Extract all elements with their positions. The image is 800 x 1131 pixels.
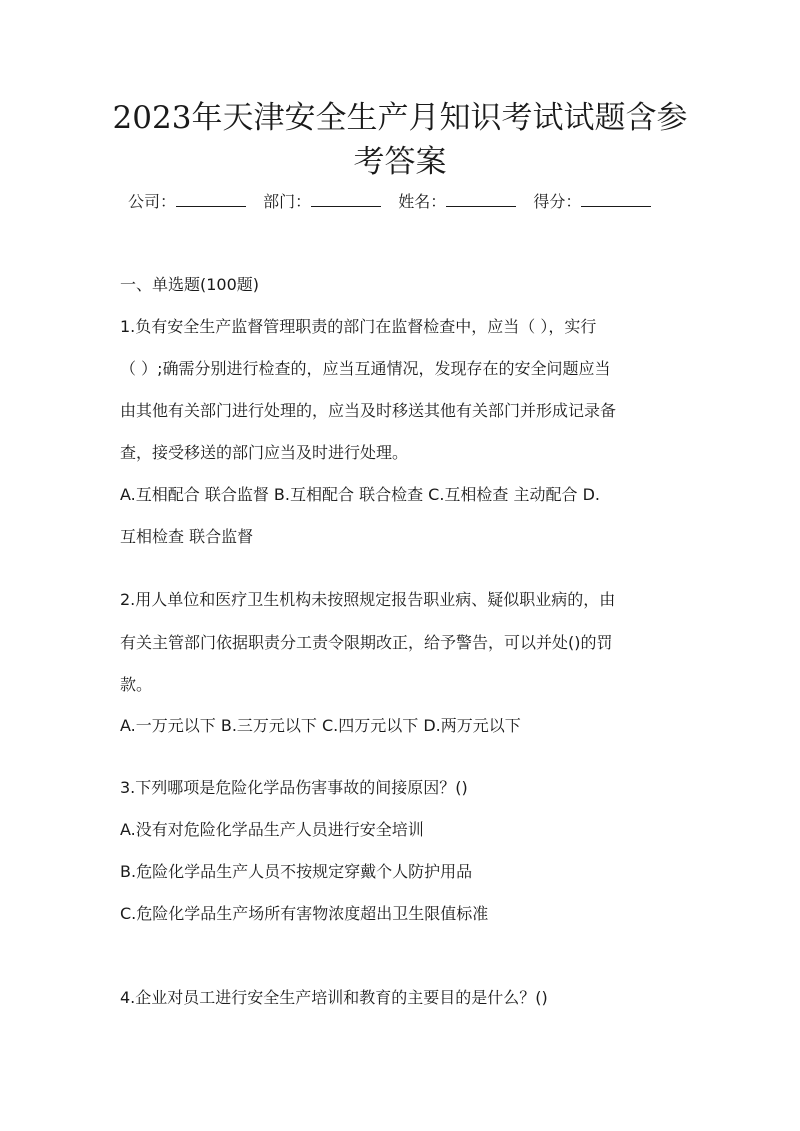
- question-3-line-1: 3.下列哪项是危险化学品伤害事故的间接原因？(): [120, 778, 468, 797]
- section-heading: 一、单选题(100题): [120, 275, 260, 294]
- question-2-options-line-1: A.一万元以下 B.三万元以下 C.四万元以下 D.两万元以下: [120, 716, 521, 735]
- score-field: [533, 189, 651, 215]
- name-label: 姓名：: [398, 192, 447, 211]
- score-label: 得分：: [533, 192, 582, 211]
- question-2-line-3: 款。: [120, 675, 153, 694]
- page-title-line-2: 考答案: [353, 144, 447, 180]
- question-1-line-1: 1.负有安全生产监督管理职责的部门在监督检查中，应当（ ），实行: [120, 317, 597, 336]
- name-field: [398, 189, 516, 215]
- department-field: [263, 189, 381, 215]
- question-1-line-3: 由其他有关部门进行处理的，应当及时移送其他有关部门并形成记录备: [120, 401, 617, 420]
- company-label: 公司：: [128, 192, 177, 211]
- name-blank: [446, 190, 516, 207]
- company-field: [128, 189, 246, 215]
- question-1-line-2: （ ）;确需分别进行检查的，应当互通情况，发现存在的安全问题应当: [120, 359, 611, 378]
- question-4-line-1: 4.企业对员工进行安全生产培训和教育的主要目的是什么？(): [120, 988, 548, 1007]
- page-title-line-1: 2023年天津安全生产月知识考试试题含参: [112, 100, 688, 136]
- question-1-line-4: 查，接受移送的部门应当及时进行处理。: [120, 443, 409, 462]
- company-blank: [176, 190, 246, 207]
- question-1-options-line-1: A.互相配合 联合监督 B.互相配合 联合检查 C.互相检查 主动配合 D.: [120, 485, 600, 504]
- question-3-option-a: A.没有对危险化学品生产人员进行安全培训: [120, 820, 424, 839]
- question-2-line-2: 有关主管部门依据职责分工责令限期改正，给予警告，可以并处()的罚: [120, 633, 613, 652]
- question-3-option-c: C.危险化学品生产场所有害物浓度超出卫生限值标准: [120, 904, 489, 923]
- score-blank: [581, 190, 651, 207]
- department-label: 部门：: [263, 192, 312, 211]
- info-row: [128, 189, 688, 215]
- question-3-option-b: B.危险化学品生产人员不按规定穿戴个人防护用品: [120, 862, 473, 881]
- question-2-line-1: 2.用人单位和医疗卫生机构未按照规定报告职业病、疑似职业病的，由: [120, 590, 616, 609]
- department-blank: [311, 190, 381, 207]
- question-1-options-line-2: 互相检查 联合监督: [120, 527, 254, 546]
